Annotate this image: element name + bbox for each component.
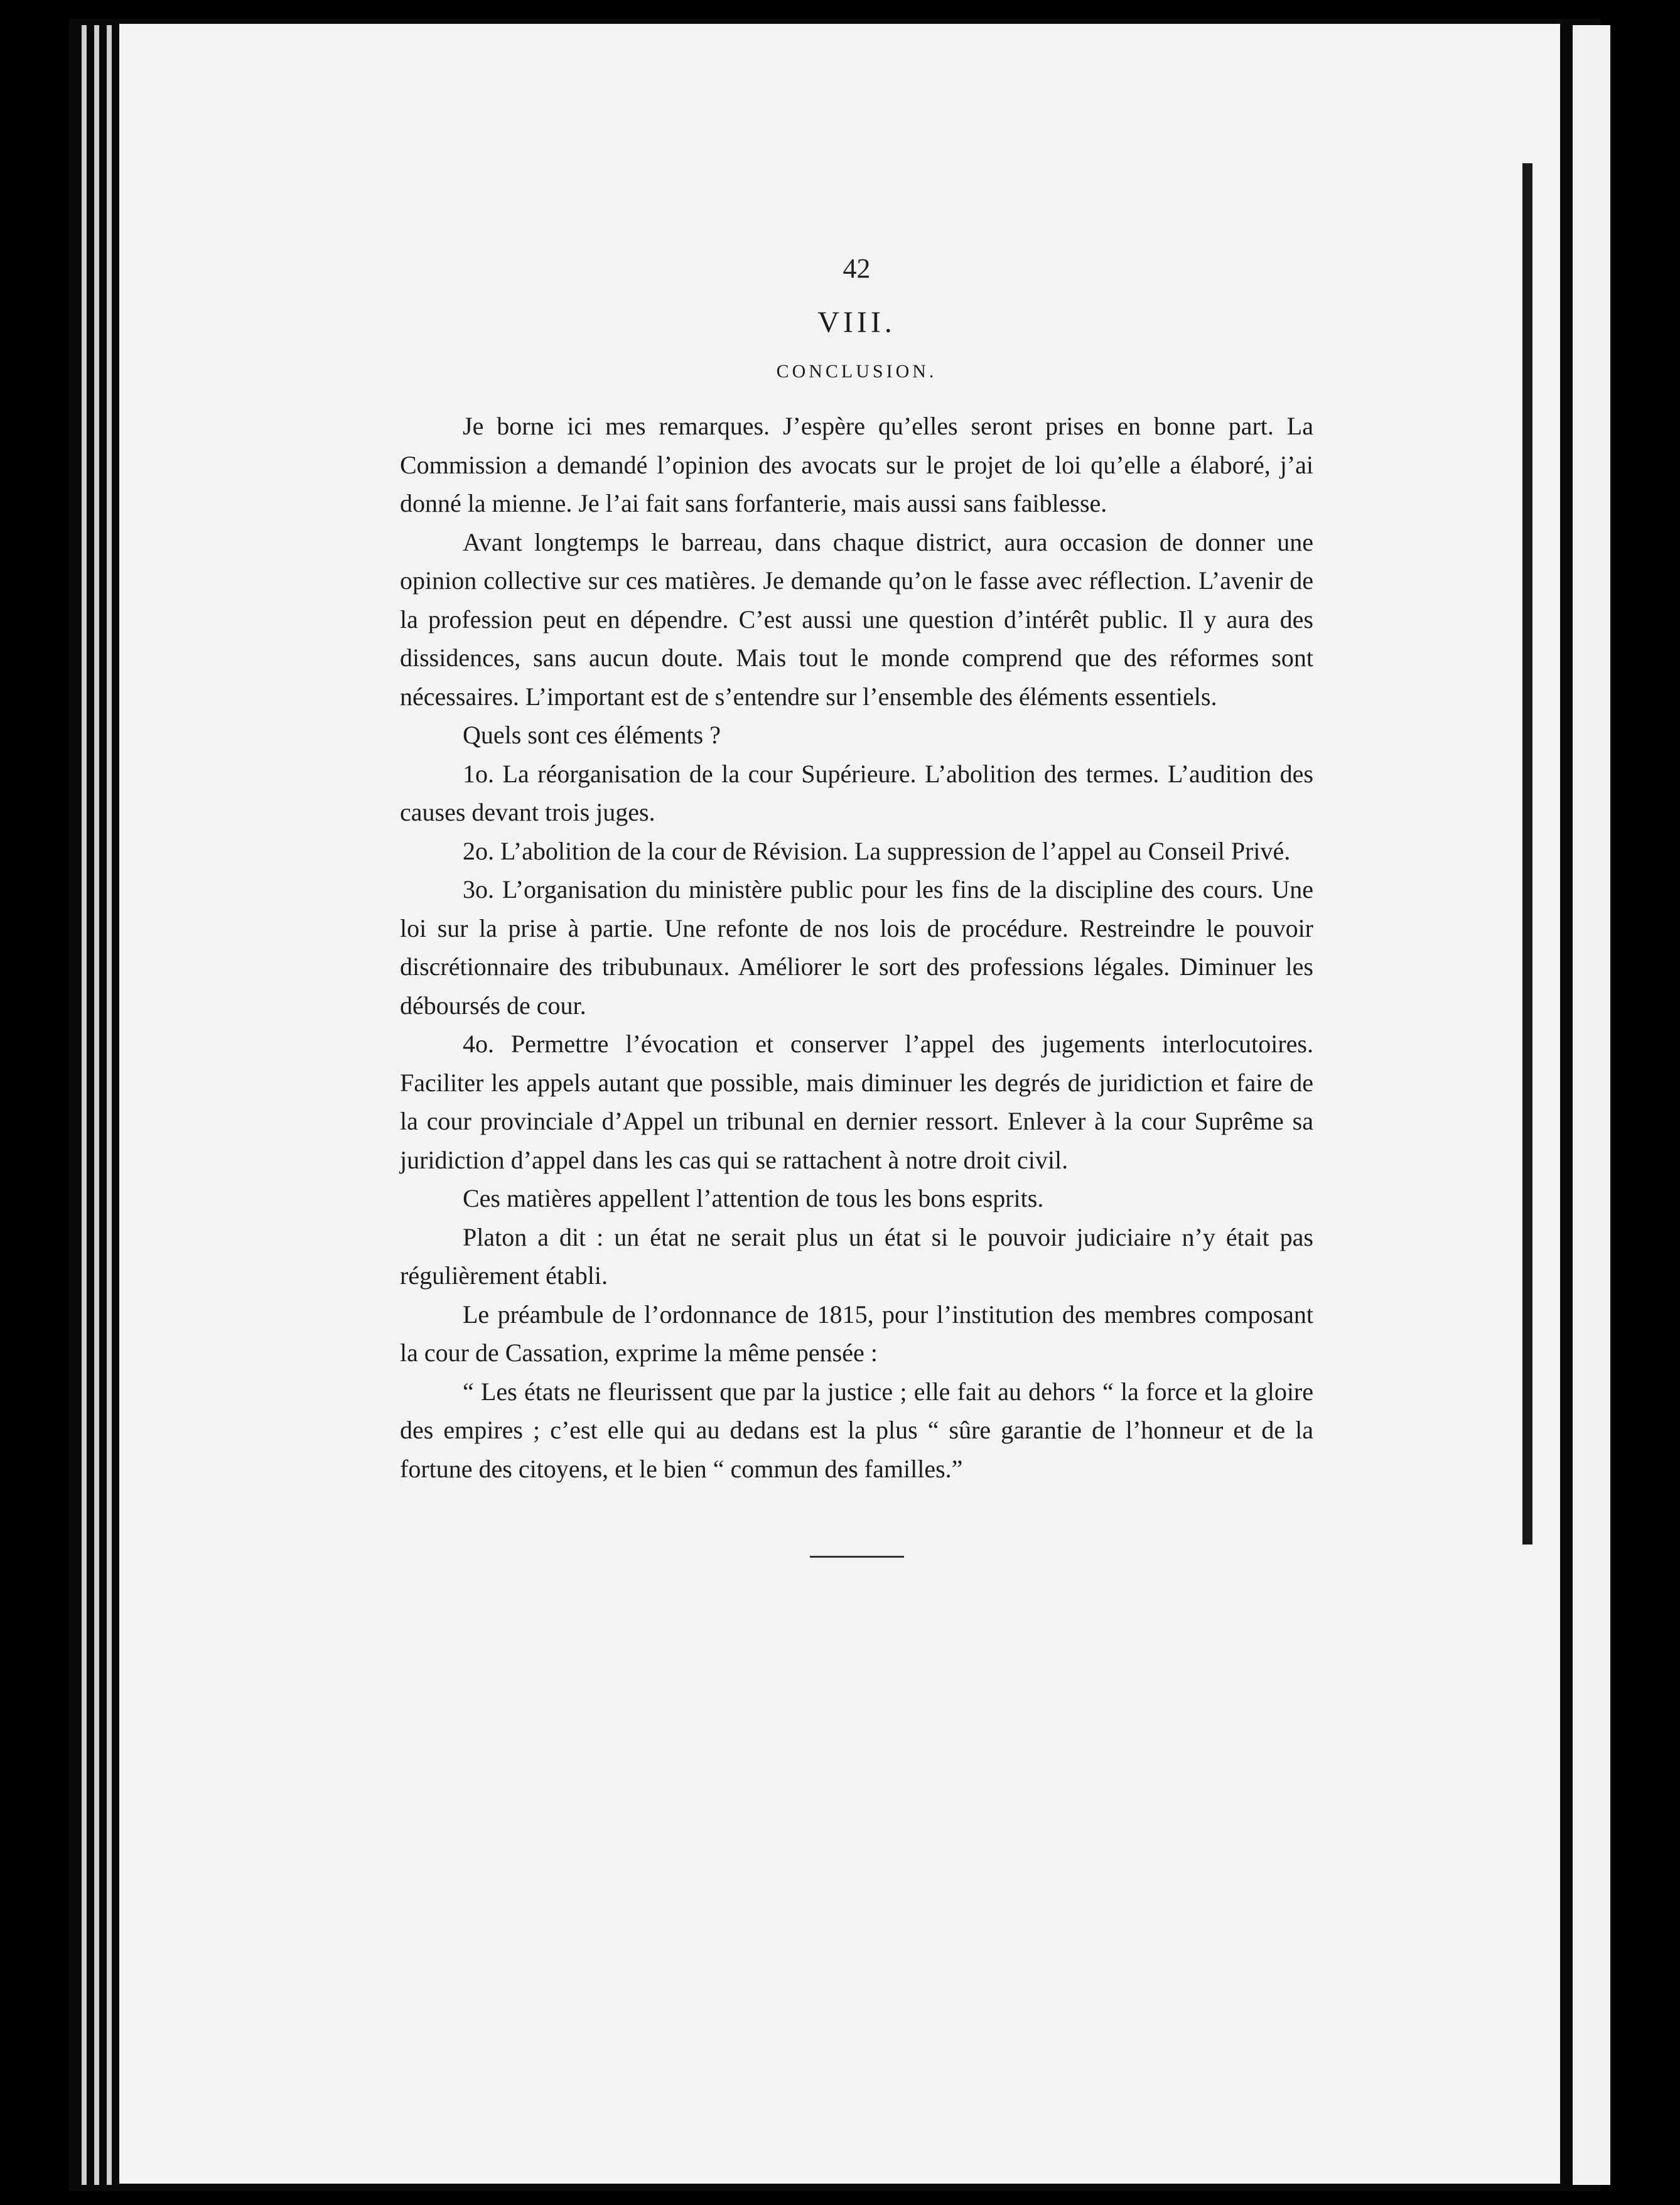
paragraph: Platon a dit : un état ne serait plus un état si le pouvoir judiciaire n’y était pas régulièrement établi. [400, 1222, 1313, 1290]
next-page-edge [1573, 25, 1610, 2185]
chapter-heading: VIII. [817, 306, 896, 339]
page-number: 42 [843, 253, 871, 284]
list-item-4: 4o. Permettre l’évocation et conserver l’appel des jugements interlocutoires. Faciliter les appels autant que possible, mais diminuer les degrés de juridiction et faire de la cour provinciale d’Appel un tribunal en dernier ressort. Enlever à la cour Suprême sa juridiction d’appel dans les cas qui se rattachent à notre droit civil. [400, 1030, 1313, 1174]
page-edge [82, 25, 87, 2185]
paragraph: Le préambule de l’ordonnance de 1815, pour l’institution des membres composant la cour de Cassation, exprime la même pensée : [400, 1300, 1313, 1367]
paragraph: Ces matières appellent l’attention de tous les bons esprits. [463, 1184, 1044, 1212]
paragraph: Quels sont ces éléments ? [463, 721, 721, 749]
paragraph: Je borne ici mes remarques. J’espère qu’elles seront prises en bonne part. La Commission a demandé l’opinion des avocats sur le projet de loi qu’elle a élaboré, j’ai donné la mienne. Je l’ai fait sans forfanterie, mais aussi sans faiblesse. [400, 412, 1313, 517]
list-item-2: 2o. L’abolition de la cour de Révision. La suppression de l’appel au Conseil Privé. [463, 836, 1291, 865]
block-quote: “ Les états ne fleurissent que par la justice ; elle fait au dehors “ la force et la gloire des empires ; c’est elle qui au dedans est la plus “ sûre garantie de l’honneur et de la fortune des citoyens, et le bien “ commun des familles.” [400, 1377, 1313, 1483]
page-edge [107, 25, 112, 2185]
binding-shadow [1522, 163, 1532, 1545]
page-edge [94, 25, 99, 2185]
text-column [400, 251, 1313, 1558]
closing-rule [810, 1556, 904, 1558]
paragraph: Avant longtemps le barreau, dans chaque district, aura occasion de donner une opinion collective sur ces matières. Je demande qu’on le fasse avec réflection. L’avenir de la profession peut en dépendre. C’est aussi une question d’intérêt public. Il y aura des dissidences, sans aucun doute. Mais tout le monde comprend que des réformes sont nécessaires. L’important est de s’entendre sur l’ensemble des éléments essentiels. [400, 527, 1313, 711]
list-item-1: 1o. La réorganisation de la cour Supérieure. L’abolition des termes. L’audition des causes devant trois juges. [400, 759, 1313, 826]
section-title: CONCLUSION. [776, 361, 937, 382]
list-item-3: 3o. L’organisation du ministère public pour les fins de la discipline des cours. Une loi sur la prise à partie. Une refonte de nos lois de procédure. Restreindre le pouvoir discrétionnaire des tribubunaux. Améliorer le sort des professions légales. Diminuer les déboursés de cour. [400, 875, 1313, 1020]
